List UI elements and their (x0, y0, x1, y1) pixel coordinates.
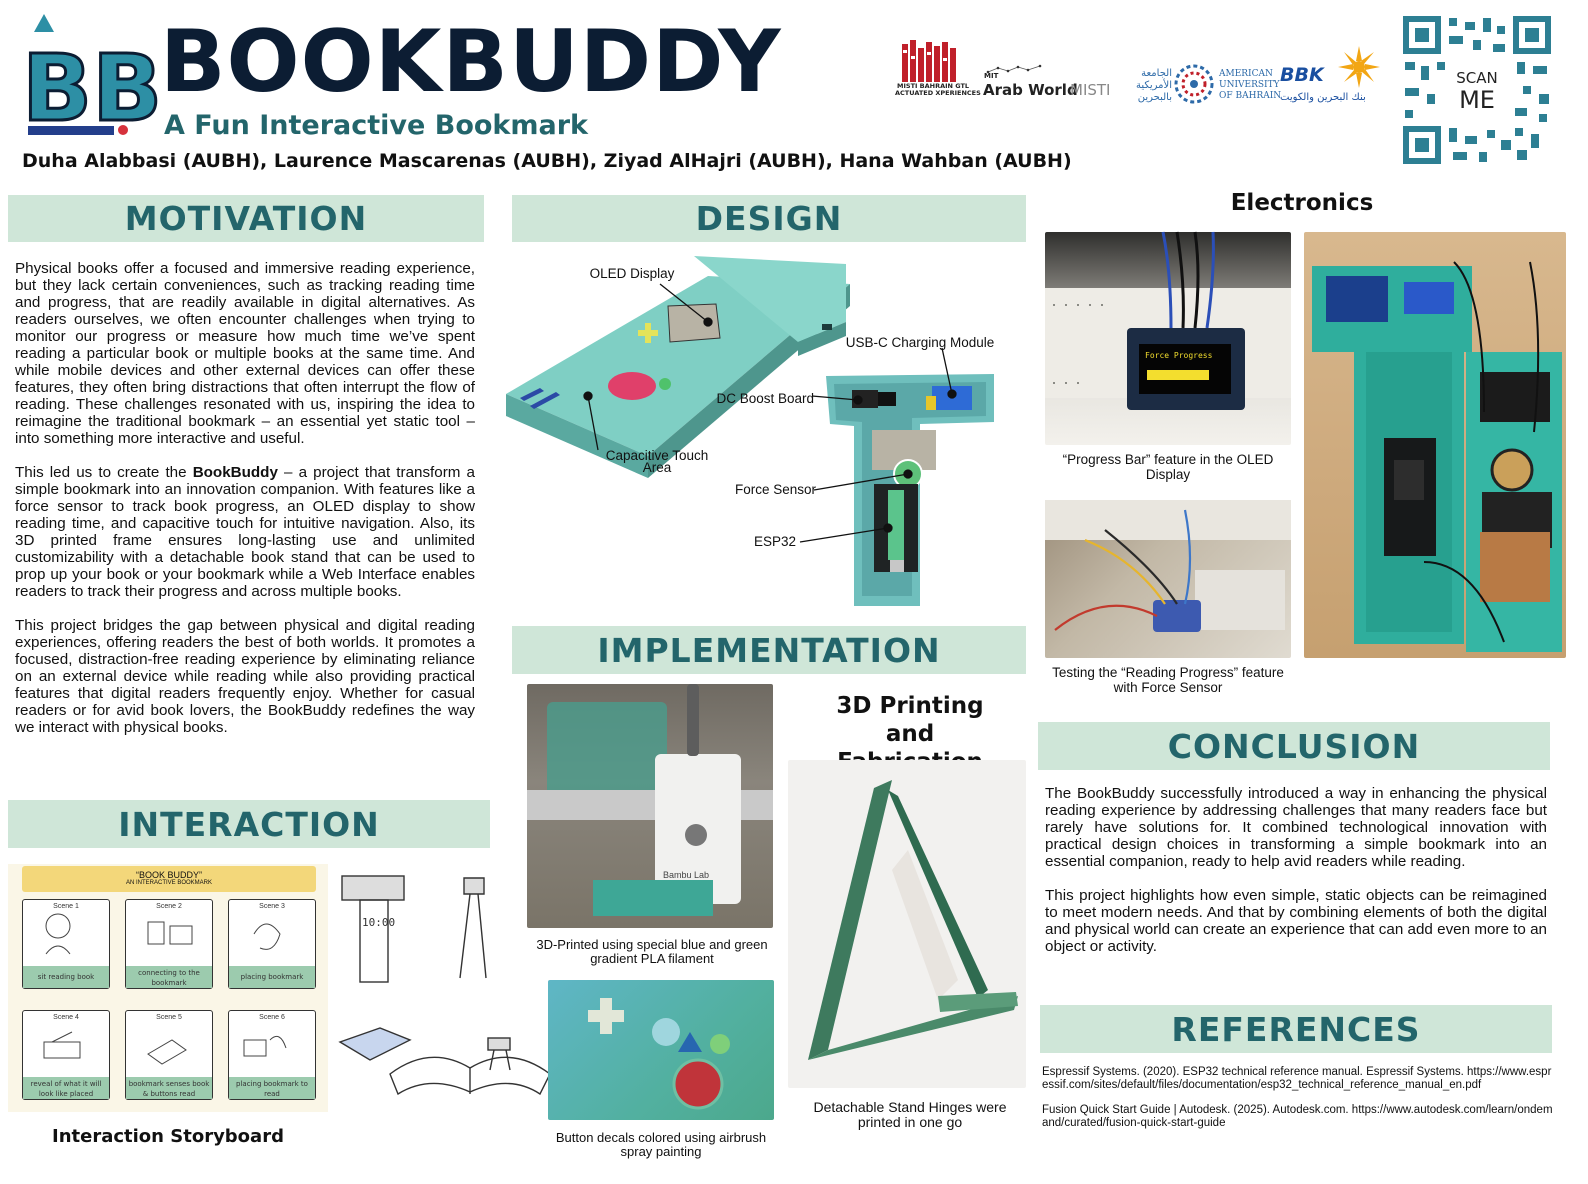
conclusion-heading: CONCLUSION (1038, 722, 1550, 770)
motivation-paragraph-3: This project bridges the gap between physical and digital reading experiences, offering readers the best of both worlds. It promotes a focused, distraction-free reading experience by eliminating reliance on an external device while reading while also providing practical features that digital readers frequently enjoy. Whether for casual readers or for avid book lovers, the BookBuddy redefines the way we interact with physical books. (15, 617, 475, 736)
storyboard (8, 864, 328, 1112)
authors: Duha Alabbasi (AUBH), Laurence Mascarenas (AUBH), Ziyad AlHajri (AUBH), Hana Wahban (AUBH) (22, 150, 1072, 172)
qr-code[interactable] (1403, 16, 1551, 164)
decal-shapes (548, 980, 774, 1120)
label-dc-boost: DC Boost Board (716, 391, 814, 406)
misti-gtl-line1: MISTI BAHRAIN GTL (897, 82, 970, 90)
scene-label: Scene 3 (259, 903, 285, 910)
caption-3d-print: 3D-Printed using special blue and green gradient PLA filament (536, 937, 768, 966)
label-esp32: ESP32 (753, 534, 796, 549)
printer-brand: Bambu Lab (663, 870, 710, 880)
interaction-heading: INTERACTION (8, 800, 490, 848)
misti-gtl-line2: ACTUATED XPERIENCES (895, 89, 981, 97)
qr-center-badge (1447, 64, 1507, 116)
mit-label: MIT (984, 72, 999, 80)
scene-label: Scene 1 (53, 903, 79, 910)
scene-label: Scene 5 (156, 1014, 182, 1021)
qr-me-label: ME (1459, 86, 1495, 114)
label-capacitive-touch: Capacitive Touch Area (605, 448, 709, 475)
scene-label: Scene 2 (156, 903, 182, 910)
printer-camera-icon (685, 824, 707, 846)
storyboard-banner (22, 866, 316, 892)
photo-assembled-electronics (1304, 232, 1566, 658)
storyboard-scene (228, 1010, 316, 1100)
printer-cable (687, 684, 699, 756)
motivation-body (15, 260, 475, 753)
poster-subtitle: A Fun Interactive Bookmark (164, 110, 588, 141)
conclusion-paragraph-1: The BookBuddy successfully introduced a way in enhancing the physical reading experience by addressing challenges that many readers face but rarely have solutions for. It combined technological innovation with practical design choices in transforming a simple bookmark into an essential companion, ready to help avid readers while reading. (1045, 785, 1547, 870)
electronics-heading: Electronics (1230, 190, 1374, 216)
reference-item: Espressif Systems. (2020). ESP32 technical reference manual. Espressif Systems. https://www.espressif.com/sites/default/files/documentation/esp32_technical_reference_manual_en.pdf (1042, 1066, 1552, 1091)
motivation-p2-bold: BookBuddy (192, 464, 278, 481)
implementation-heading: IMPLEMENTATION (512, 626, 1026, 674)
references-heading: REFERENCES (1040, 1005, 1552, 1053)
photo-stand (788, 760, 1026, 1088)
misti-gtl-logo (900, 38, 966, 84)
label-force-sensor: Force Sensor (734, 482, 816, 497)
label-usbc-module: USB-C Charging Module (845, 335, 995, 350)
storyboard-scene (125, 1010, 213, 1100)
scene-caption: bookmark senses book & buttons read (126, 1077, 212, 1099)
photo-3d-printer (527, 684, 773, 928)
aubh-arabic: الجامعة الأمريكية بالبحرين (1135, 68, 1172, 103)
photo-button-decals (548, 980, 774, 1120)
aubh-english-2: UNIVERSITY (1219, 80, 1280, 90)
motivation-paragraph-1: Physical books offer a focused and immersive reading experience, but they lack certain conveniences, such as tracking reading time and progress, that are readily available in digital alternatives. As readers ourselves, we often encounter challenges when trying to monitor our progress or measure how much time we’ve spent reading a particular book or multiple books at the same time. And while mobile devices and other external devices can offer these features, they often bring distractions that often interrupt the flow of reading. These challenges resonated with us, inspiring the idea to reimagine the traditional bookmark – an essential yet static tool – into something more interactive and useful. (15, 260, 475, 447)
storyboard-scene (22, 899, 110, 989)
oled-screen-text: Force Progress (1145, 351, 1213, 360)
motivation-p2-lead: This led us to create the (15, 464, 193, 481)
scene-caption: placing bookmark to read (229, 1077, 315, 1099)
stand-shape (788, 760, 1026, 1088)
logo-letters: BB (22, 35, 163, 142)
caption-progress-bar: “Progress Bar” feature in the OLED Display (1062, 452, 1274, 482)
scene-caption: connecting to the bookmark (126, 966, 212, 988)
scene-caption: reveal of what it will look like placed (23, 1077, 109, 1099)
caption-force-testing: Testing the “Reading Progress” feature with Force Sensor (1052, 665, 1284, 695)
design-render (500, 246, 1020, 616)
aubh-english-3: OF BAHRAIN (1219, 91, 1282, 101)
scene-label: Scene 6 (259, 1014, 285, 1021)
scene-caption: placing bookmark (229, 966, 315, 988)
printed-part (593, 880, 713, 916)
aubh-english-1: AMERICAN (1219, 69, 1273, 79)
reference-item: Fusion Quick Start Guide | Autodesk. (2025). Autodesk.com. https://www.autodesk.com/learn/ondemand/curated/fusion-quick-start-guide (1042, 1104, 1553, 1129)
storyboard-title: “BOOK BUDDY” (135, 870, 202, 880)
label-oled-display: OLED Display (589, 266, 675, 281)
storyboard-subtitle: AN INTERACTIVE BOOKMARK (125, 880, 212, 886)
assembled-scene (1304, 232, 1566, 658)
design-heading: DESIGN (512, 195, 1026, 242)
bbk-label: BBK (1280, 64, 1324, 86)
misti-label: MISTI (1070, 81, 1111, 99)
bookbuddy-logo (22, 12, 163, 142)
motivation-heading: MOTIVATION (8, 195, 484, 242)
photo-oled-progress (1045, 232, 1291, 445)
fabrication-heading: 3D Printing and (836, 693, 984, 747)
caption-stand: Detachable Stand Hinges were printed in one go (813, 1099, 1007, 1130)
oled-scene (1045, 232, 1291, 445)
qr-scan-label: SCAN (1456, 69, 1498, 87)
bbk-arabic: بنك البحرين والكويت (1280, 92, 1366, 103)
motivation-paragraph-2 (15, 464, 475, 600)
caption-button-decals: Button decals colored using airbrush spray painting (555, 1130, 767, 1159)
photo-force-testing (1045, 500, 1291, 658)
storyboard-scene (125, 899, 213, 989)
references-list (1042, 1066, 1554, 1142)
storyboard-scene (22, 1010, 110, 1100)
aubh-emblem-icon (1173, 63, 1215, 105)
bbk-sun-icon (1336, 44, 1382, 90)
motivation-p2-rest: – a project that transform a simple bookmark into an innovation companion. With features like a force sensor to track book progress, an OLED display to show reading time, and capacitive touch for intuitive navigation. Also, its 3D printed frame ensures long-lasting use and unlimited customizability with a detachable book stand that can be used to prop up your book or your bookmark while a Web Interface enables readers to track their progress and across multiple books. (15, 464, 475, 600)
storyboard-scene (228, 899, 316, 989)
conclusion-body (1045, 785, 1547, 972)
testing-scene (1045, 500, 1291, 658)
sketch-time-text: 10:00 (362, 916, 396, 929)
poster-title: BOOKBUDDY (160, 12, 782, 112)
arab-world-label: Arab World (983, 81, 1078, 99)
interaction-sketches (330, 868, 530, 1112)
scene-label: Scene 4 (53, 1014, 79, 1021)
storyboard-caption: Interaction Storyboard (52, 1126, 284, 1147)
scene-caption: sit reading book (23, 966, 109, 988)
conclusion-paragraph-2: This project highlights how even simple, static objects can be reimagined to meet modern needs. And that by combining elements of both the digital and physical world can create an experience that can add even more to an object or activity. (1045, 887, 1547, 955)
